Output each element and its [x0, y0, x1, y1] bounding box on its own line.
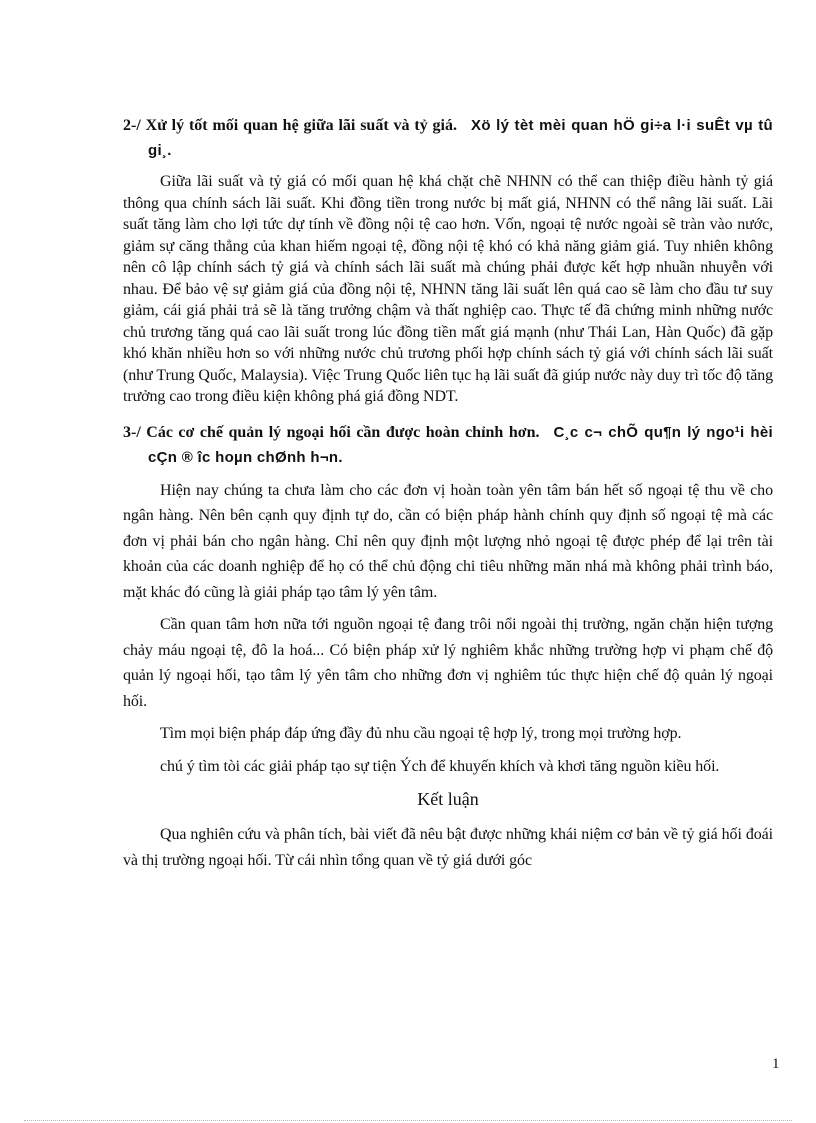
page-bottom-border: [24, 1120, 792, 1121]
section-3-title: 3-/ Các cơ chế quản lý ngoại hối cần được hoàn chỉnh hơn.: [123, 423, 540, 441]
page-number: 1: [772, 1056, 780, 1072]
section-2-title-encoded: Xö lý tèt mèi quan hÖ gi÷a l·i suÊt vµ tû gi¸.: [148, 117, 774, 159]
section-2-heading: [123, 113, 773, 163]
conclusion-paragraph: Qua nghiên cứu và phân tích, bài viết đã nêu bật được những khái niệm cơ bản về tỷ giá hối đoái và thị trường ngoại hối. Từ cái nhìn tổng quan về tỷ giá dưới góc: [123, 826, 773, 869]
section-3-paragraph-3: Tìm mọi biện pháp đáp ứng đầy đủ nhu cầu ngoại tệ hợp lý, trong mọi trường hợp.: [160, 725, 682, 742]
section-3-heading: [123, 420, 773, 470]
section-3-paragraph-1: Hiện nay chúng ta chưa làm cho các đơn vị hoàn toàn yên tâm bán hết số ngoại tệ thu về cho ngân hàng. Nên bên cạnh quy định tự do, cần có biện pháp hành chính quy định số ngoại tệ mà các đơn vị phải bán cho ngân hàng. Chỉ nên quy định một lượng nhỏ ngoại tệ được phép để lại trên tài khoản của các doanh nghiệp để họ có thể chủ động chi tiêu những măn nhá mà không phải trình báo, mặt khác đó cũng là giải pháp tạo tâm lý yên tâm.: [123, 481, 773, 601]
page-content: [123, 113, 773, 880]
section-3-paragraph-4: chú ý tìm tòi các giải pháp tạo sự tiện Ých để khuyến khích và khơi tăng nguồn kiều hối.: [160, 757, 720, 775]
section-3-title-encoded: C¸c c¬ chÕ qu¶n lý ngo¹i hèi cÇn ® îc hoµn chØnh h¬n.: [148, 423, 773, 466]
section-2-title: 2-/ Xử lý tốt mối quan hệ giữa lãi suất và tỷ giá.: [123, 117, 458, 134]
conclusion-title: Kết luận: [417, 789, 479, 809]
section-2-paragraph: Giữa lãi suất và tỷ giá có mối quan hệ khá chặt chẽ NHNN có thể can thiệp điều hành tỷ giá thông qua chính sách lãi suất. Khi đồng tiền trong nước bị mất giá, NHNN có thể nâng lãi suất. Lãi suất tăng làm cho lợi tức dự tính về đồng nội tệ cao hơn. Vốn, ngoại tệ nước ngoài sẽ tràn vào nước, giảm sự căng thẳng của khan hiếm ngoại tệ, đồng nội tệ khó có khả năng giảm giá. Tuy nhiên không nên cô lập chính sách tỷ giá và chính sách lãi suất mà chúng phải được kết hợp nhuần nhuyễn với nhau. Để bảo vệ sự giảm giá của đồng nội tệ, NHNN tăng lãi suất lên quá cao sẽ làm cho đầu tư suy giảm, cái giá phải trả sẽ là tăng trưởng chậm và thất nghiệp cao. Thực tế đã chứng minh những nước chủ trương tăng quá cao lãi suất trong lúc đồng tiền mất giá mạnh (như Thái Lan, Hàn Quốc) đã gặp khó khăn nhiều hơn so với những nước chủ trương phối hợp chính sách tỷ giá với chính sách lãi suất (như Trung Quốc, Malaysia). Việc Trung Quốc liên tục hạ lãi suất đã giúp nước này duy trì tốc độ tăng trưởng cao trong điều kiện không phá giá đồng NDT.: [123, 173, 773, 405]
section-3-paragraph-2: Cần quan tâm hơn nữa tới nguồn ngoại tệ đang trôi nổi ngoài thị trường, ngăn chặn hiện tượng chảy máu ngoại tệ, đô la hoá... Có biện pháp xử lý nghiêm khắc những trường hợp vi phạm chế độ quản lý ngoại hối, tạo tâm lý yên tâm cho những đơn vị nghiêm túc thực hiện chế độ quản lý ngoại hối.: [123, 616, 773, 710]
